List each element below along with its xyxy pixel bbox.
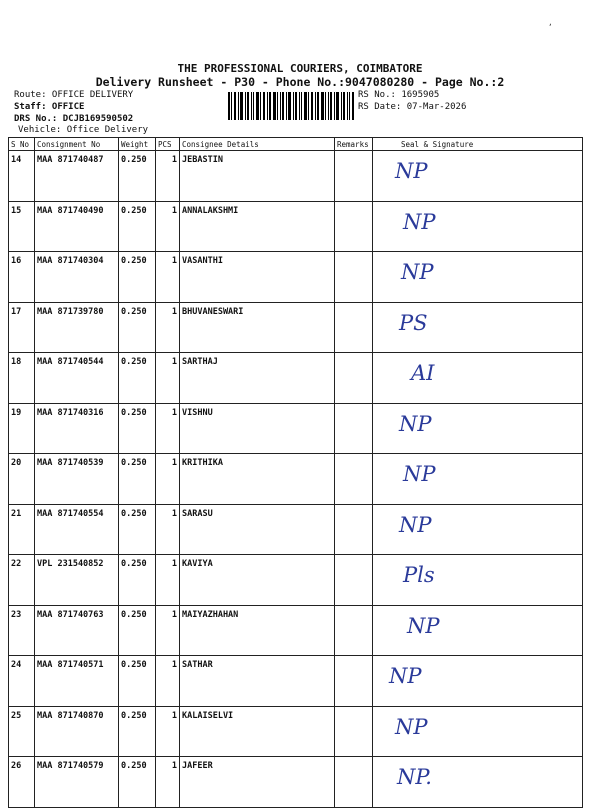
consignment-cell: MAA 871740763 bbox=[35, 605, 119, 656]
table-row bbox=[9, 302, 583, 353]
table-header-row bbox=[9, 138, 583, 151]
pcs-cell: 1 bbox=[156, 403, 180, 454]
pcs-cell: 1 bbox=[156, 151, 180, 202]
sno-cell: 23 bbox=[9, 605, 35, 656]
signature-cell: NP bbox=[373, 504, 583, 555]
pcs-cell: 1 bbox=[156, 706, 180, 757]
company-title: THE PROFESSIONAL COURIERS, COIMBATORE bbox=[177, 62, 423, 75]
remarks-cell bbox=[335, 403, 373, 454]
pcs-cell: 1 bbox=[156, 201, 180, 252]
signature-cell: NP bbox=[373, 706, 583, 757]
remarks-cell bbox=[335, 302, 373, 353]
pcs-cell: 1 bbox=[156, 252, 180, 303]
remarks-cell bbox=[335, 605, 373, 656]
remarks-cell bbox=[335, 504, 373, 555]
consignment-cell: MAA 871740579 bbox=[35, 757, 119, 808]
signature-cell: PS bbox=[373, 302, 583, 353]
consignee-cell: SATHAR bbox=[180, 656, 335, 707]
weight-cell: 0.250 bbox=[119, 454, 156, 505]
consignment-cell: MAA 871740544 bbox=[35, 353, 119, 404]
weight-cell: 0.250 bbox=[119, 201, 156, 252]
pcs-cell: 1 bbox=[156, 656, 180, 707]
pcs-cell: 1 bbox=[156, 605, 180, 656]
consignment-cell: MAA 871740316 bbox=[35, 403, 119, 454]
remarks-cell bbox=[335, 555, 373, 606]
table-row bbox=[9, 252, 583, 303]
sno-cell: 25 bbox=[9, 706, 35, 757]
table-row bbox=[9, 454, 583, 505]
col-header-signature: Seal & Signature bbox=[373, 138, 583, 151]
weight-cell: 0.250 bbox=[119, 353, 156, 404]
rs-number: RS No.: 1695905 bbox=[358, 90, 440, 100]
pcs-cell: 1 bbox=[156, 353, 180, 404]
sno-cell: 16 bbox=[9, 252, 35, 303]
consignee-cell: KALAISELVI bbox=[180, 706, 335, 757]
consignment-cell: MAA 871740490 bbox=[35, 201, 119, 252]
consignment-cell: MAA 871739780 bbox=[35, 302, 119, 353]
signature-cell: NP bbox=[373, 403, 583, 454]
weight-cell: 0.250 bbox=[119, 504, 156, 555]
signature-cell: NP bbox=[373, 151, 583, 202]
consignee-cell: SARTHAJ bbox=[180, 353, 335, 404]
weight-cell: 0.250 bbox=[119, 706, 156, 757]
route-label: Route: OFFICE DELIVERY bbox=[14, 90, 134, 100]
table-row bbox=[9, 605, 583, 656]
drs-number: DRS No.: DCJB169590502 bbox=[14, 114, 134, 124]
table-row bbox=[9, 151, 583, 202]
consignment-cell: MAA 871740571 bbox=[35, 656, 119, 707]
consignee-cell: SARASU bbox=[180, 504, 335, 555]
weight-cell: 0.250 bbox=[119, 151, 156, 202]
sno-cell: 19 bbox=[9, 403, 35, 454]
consignment-cell: MAA 871740304 bbox=[35, 252, 119, 303]
col-header-weight: Weight bbox=[119, 138, 156, 151]
sno-cell: 21 bbox=[9, 504, 35, 555]
sno-cell: 18 bbox=[9, 353, 35, 404]
pcs-cell: 1 bbox=[156, 555, 180, 606]
runsheet-table bbox=[8, 137, 583, 808]
signature-cell: NP bbox=[373, 454, 583, 505]
weight-cell: 0.250 bbox=[119, 656, 156, 707]
consignee-cell: BHUVANESWARI bbox=[180, 302, 335, 353]
sno-cell: 17 bbox=[9, 302, 35, 353]
staff-label: Staff: OFFICE bbox=[14, 102, 85, 112]
sno-cell: 22 bbox=[9, 555, 35, 606]
consignee-cell: KAVIYA bbox=[180, 555, 335, 606]
signature-cell: NP bbox=[373, 252, 583, 303]
remarks-cell bbox=[335, 252, 373, 303]
stray-mark: , bbox=[548, 18, 553, 27]
col-header-remarks: Remarks bbox=[335, 138, 373, 151]
pcs-cell: 1 bbox=[156, 757, 180, 808]
consignee-cell: ANNALAKSHMI bbox=[180, 201, 335, 252]
remarks-cell bbox=[335, 201, 373, 252]
rs-date: RS Date: 07-Mar-2026 bbox=[358, 102, 467, 112]
table-row bbox=[9, 201, 583, 252]
weight-cell: 0.250 bbox=[119, 757, 156, 808]
table-row bbox=[9, 504, 583, 555]
remarks-cell bbox=[335, 353, 373, 404]
sno-cell: 26 bbox=[9, 757, 35, 808]
remarks-cell bbox=[335, 454, 373, 505]
consignment-cell: MAA 871740554 bbox=[35, 504, 119, 555]
consignment-cell: MAA 871740870 bbox=[35, 706, 119, 757]
consignee-cell: VISHNU bbox=[180, 403, 335, 454]
signature-cell: NP. bbox=[373, 757, 583, 808]
table-row bbox=[9, 353, 583, 404]
consignee-cell: VASANTHI bbox=[180, 252, 335, 303]
vehicle-label: Vehicle: Office Delivery bbox=[18, 125, 149, 135]
remarks-cell bbox=[335, 757, 373, 808]
pcs-cell: 1 bbox=[156, 504, 180, 555]
weight-cell: 0.250 bbox=[119, 605, 156, 656]
weight-cell: 0.250 bbox=[119, 302, 156, 353]
table-row bbox=[9, 555, 583, 606]
signature-cell: NP bbox=[373, 656, 583, 707]
remarks-cell bbox=[335, 706, 373, 757]
remarks-cell bbox=[335, 151, 373, 202]
table-row bbox=[9, 403, 583, 454]
consignee-cell: KRITHIKA bbox=[180, 454, 335, 505]
signature-cell: NP bbox=[373, 605, 583, 656]
signature-cell: Pls bbox=[373, 555, 583, 606]
weight-cell: 0.250 bbox=[119, 555, 156, 606]
col-header-consignment: Consignment No bbox=[35, 138, 119, 151]
consignment-cell: VPL 231540852 bbox=[35, 555, 119, 606]
sno-cell: 15 bbox=[9, 201, 35, 252]
runsheet-subtitle: Delivery Runsheet - P30 - Phone No.:9047080280 - Page No.:2 bbox=[95, 75, 505, 89]
table-row bbox=[9, 656, 583, 707]
col-header-pcs: PCS bbox=[156, 138, 180, 151]
consignment-cell: MAA 871740539 bbox=[35, 454, 119, 505]
table-body bbox=[9, 151, 583, 808]
signature-cell: AI bbox=[373, 353, 583, 404]
table-row bbox=[9, 706, 583, 757]
consignee-cell: JAFEER bbox=[180, 757, 335, 808]
barcode-image bbox=[228, 92, 354, 120]
signature-cell: NP bbox=[373, 201, 583, 252]
sno-cell: 14 bbox=[9, 151, 35, 202]
consignee-cell: MAIYAZHAHAN bbox=[180, 605, 335, 656]
weight-cell: 0.250 bbox=[119, 403, 156, 454]
weight-cell: 0.250 bbox=[119, 252, 156, 303]
sno-cell: 20 bbox=[9, 454, 35, 505]
pcs-cell: 1 bbox=[156, 454, 180, 505]
sno-cell: 24 bbox=[9, 656, 35, 707]
consignee-cell: JEBASTIN bbox=[180, 151, 335, 202]
consignment-cell: MAA 871740487 bbox=[35, 151, 119, 202]
col-header-sno: S No bbox=[9, 138, 35, 151]
remarks-cell bbox=[335, 656, 373, 707]
table-row bbox=[9, 757, 583, 808]
pcs-cell: 1 bbox=[156, 302, 180, 353]
col-header-consignee: Consignee Details bbox=[180, 138, 335, 151]
